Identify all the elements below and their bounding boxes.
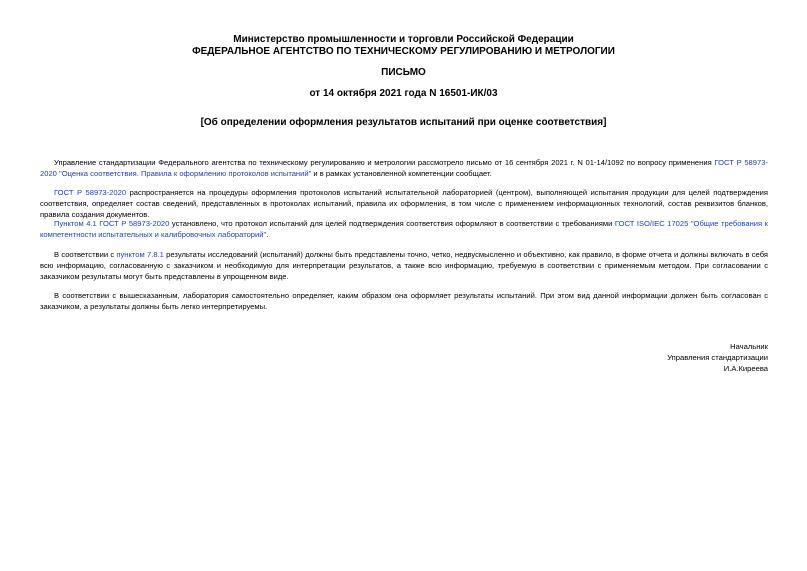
- paragraph-text: В соответствии с: [54, 250, 117, 259]
- paragraph-text: Управление стандартизации Федерального агентства по техническому регулированию и метрологии рассмотрело письмо от 16 сентября 2021 г. N 01-14/1092 по вопросу применения: [54, 158, 715, 167]
- paragraph-2: [40, 187, 768, 220]
- paragraph-text: .: [266, 230, 269, 239]
- signatory-position: Начальник: [730, 342, 768, 351]
- paragraph-1: [40, 157, 768, 179]
- signatory-name: И.А.Киреева: [723, 364, 768, 373]
- document-date-number: от 14 октября 2021 года N 16501-ИК/03: [309, 88, 498, 99]
- gost-58973-title-link[interactable]: ГОСТ Р 58973-2020 "Оценка соответствия. Правила к оформлению протоколов испытаний": [40, 158, 768, 178]
- document-subject: [Об определении оформления результатов испытаний при оценке соответствия]: [200, 117, 607, 128]
- gost-58973-clause-4-1-link[interactable]: Пунктом 4.1 ГОСТ Р 58973-2020: [54, 219, 170, 228]
- document-type: ПИСЬМО: [381, 67, 426, 78]
- gost-58973-link[interactable]: ГОСТ Р 58973-2020: [54, 188, 127, 197]
- gost-iso-iec-17025-link[interactable]: ГОСТ ISO/IEC 17025 "Общие требования к компетентности испытательных и калибровочных лабораторий": [40, 219, 768, 239]
- paragraph-5: [40, 290, 768, 312]
- paragraph-text: установлено, что протокол испытаний для целей подтверждения соответствия оформляют в соответствии с требованиями: [169, 219, 615, 228]
- ministry-name: Министерство промышленности и торговли Российской Федерации: [233, 34, 574, 45]
- paragraph-4: [40, 249, 768, 282]
- clause-7-8-1-link[interactable]: пунктом 7.8.1: [116, 250, 164, 259]
- signature-block: [667, 341, 768, 374]
- paragraph-text: результаты исследований (испытаний) должны быть представлены точно, четко, недвусмысленно и объективно, как правило, в форме отчета и должны включать в себя всю информацию, согласованную с заказчиком и необходимую для интерпретации результатов, а также всю информацию, требуемую в соответствии с применяемым методом. При согласовании с заказчиком результаты могут быть представлены в упрощенном виде.: [40, 250, 768, 281]
- paragraph-text: и в рамках установленной компетенции сообщает.: [311, 169, 492, 178]
- signatory-department: Управления стандартизации: [667, 353, 768, 362]
- paragraph-text: В соответствии с вышесказанным, лаборатория самостоятельно определяет, каким образом она оформляет результаты испытаний. При этом вид данной информации должен быть согласован с заказчиком, а результаты должны быть легко интерпретируемы.: [40, 291, 768, 311]
- paragraph-text: распространяется на процедуры оформления протоколов испытаний испытательной лабораторией (центром), выполняющей испытания продукции для целей подтверждения соответствия, определяет состав сведений, представленных в протоколах испытаний, правила их оформления, в том числе с применением информационных технологий, состав реквизитов бланков, правила создания документов.: [40, 188, 768, 219]
- agency-name: ФЕДЕРАЛЬНОЕ АГЕНТСТВО ПО ТЕХНИЧЕСКОМУ РЕГУЛИРОВАНИЮ И МЕТРОЛОГИИ: [192, 46, 615, 57]
- paragraph-3: [40, 218, 768, 240]
